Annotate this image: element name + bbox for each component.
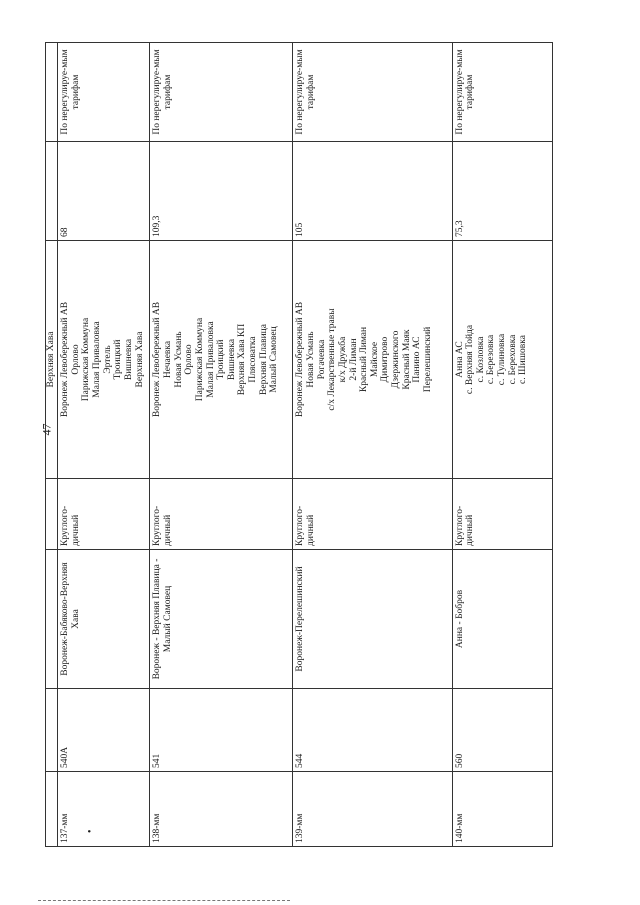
row-number-text: 139-мм [295, 813, 306, 843]
route-tariff-text: По нерегулируе-мым тарифам [295, 49, 317, 135]
row-number [452, 772, 552, 847]
page-number: 47 [39, 423, 54, 436]
stop-item: к/х Дружба [337, 336, 348, 383]
stop-item: Воронеж Левобережный АВ [60, 301, 71, 418]
row-number-text: 138-мм [152, 813, 163, 843]
stop-item: Верхняя Плавица [258, 324, 269, 395]
route-tariff [452, 43, 552, 142]
stop-item: с. Верхняя Тойда [465, 324, 476, 395]
route-length [452, 142, 552, 241]
stop-item: Новая Усмань [173, 331, 184, 388]
route-tariff-text: По нерегулируе-мым тарифам [454, 49, 476, 135]
stop-item: Парижская Коммуна [194, 317, 205, 402]
table-row [150, 43, 293, 847]
stop-item: с. Тулиновка [497, 333, 508, 386]
stop-item: Перелешинский [422, 326, 433, 393]
table-row [58, 43, 150, 847]
route-name-text: Воронеж-Перелешинский [295, 566, 306, 672]
row-number [293, 772, 452, 847]
stop-item: Малая Приваловка [205, 321, 216, 398]
route-type-text: Круглого-дичный [152, 505, 174, 546]
route-stops [293, 241, 452, 479]
table-header-row [46, 43, 58, 847]
stop-item: Вишневка [226, 338, 237, 381]
stop-item: Плясоватка [248, 336, 259, 383]
route-type-text: Круглого-дичный [295, 505, 317, 546]
route-tariff [293, 43, 452, 142]
route-type-text: Круглого-дичный [454, 505, 476, 546]
route-length-text: 105 [295, 222, 306, 237]
header-stop-cell: Верхняя Хава [46, 241, 58, 479]
row-number [58, 772, 150, 847]
route-tariff [150, 43, 293, 142]
route-type [58, 479, 150, 550]
row-mark: • [84, 829, 96, 833]
row-number-text: 140-мм [454, 813, 465, 843]
stop-item: Орлово [184, 344, 195, 375]
stop-item: Димитрово [380, 336, 391, 383]
stop-item: Эртель [102, 345, 113, 374]
route-number-text: 544 [295, 753, 306, 768]
stop-item: Красный Лиман [359, 326, 370, 393]
route-length [293, 142, 452, 241]
stop-item: Верхняя Хава [134, 331, 145, 388]
stop-item: с. Березовка [486, 334, 497, 385]
route-number [293, 689, 452, 772]
stop-item: Малый Самовец [269, 326, 280, 393]
route-tariff-text: По нерегулируе-мым тарифам [152, 49, 174, 135]
route-length-text: 75,3 [454, 220, 465, 237]
stop-item: с/х Лекарственные травы [327, 308, 338, 411]
row-number [150, 772, 293, 847]
route-number-text: 560 [454, 753, 465, 768]
route-name-text: Анна - Бобров [454, 589, 465, 649]
route-type [150, 479, 293, 550]
route-stops [452, 241, 552, 479]
route-name-text: Воронеж-Бабяково-Верхняя Хава [60, 562, 81, 676]
stop-item: Орлово [70, 344, 81, 375]
route-length-text: 68 [60, 227, 71, 237]
route-stops [58, 241, 150, 479]
stop-item: Рогачевка [316, 339, 327, 380]
stop-item: Новая Усмань [306, 331, 317, 388]
route-name-text: Воронеж - Верхняя Плавица - Малый Самовец [152, 558, 174, 680]
routes-table-rotated [45, 49, 553, 847]
footer-divider [38, 900, 290, 901]
stop-item: Вишневка [123, 338, 134, 381]
stop-item: Малая Приваловка [92, 321, 103, 398]
stop-item: 2-й Лиман [348, 338, 359, 381]
stop-item: Нечаевка [163, 340, 174, 379]
route-number-text: 541 [152, 753, 163, 768]
stop-item: Троицкий [113, 339, 124, 380]
stop-item: Парижская Коммуна [81, 317, 92, 402]
row-number-text: 137-мм [60, 813, 71, 843]
stop-item: Майское [369, 341, 380, 378]
stop-item: Дзержинского [391, 330, 402, 389]
route-tariff-text: По нерегулируе-мым тарифам [60, 49, 81, 135]
route-number [58, 689, 150, 772]
route-length [150, 142, 293, 241]
stop-item: с. Шишовка [518, 335, 529, 384]
stop-item: Верхняя Хава КП [237, 323, 248, 396]
route-name [293, 550, 452, 689]
table-row [452, 43, 552, 847]
route-name [452, 550, 552, 689]
routes-table [45, 42, 553, 847]
stop-item: Панино АС [412, 336, 423, 383]
stop-item: Анна АС [454, 341, 465, 378]
route-tariff [58, 43, 150, 142]
stop-item: Троицкий [216, 339, 227, 380]
route-number [150, 689, 293, 772]
route-length [58, 142, 150, 241]
route-stops [150, 241, 293, 479]
routes-table-wrapper [45, 49, 553, 847]
route-name [150, 550, 293, 689]
route-type [452, 479, 552, 550]
stop-item: с. Козловка [475, 336, 486, 383]
table-row [293, 43, 452, 847]
stop-item: Красный Маяк [401, 329, 412, 390]
stop-item: Воронеж Левобережный АВ [152, 301, 163, 418]
stop-item: Воронеж Левобережный АВ [295, 301, 306, 418]
route-number-text: 540А [60, 746, 71, 768]
route-type [293, 479, 452, 550]
route-length-text: 109,3 [152, 215, 163, 237]
stop-item: с. Береховка [507, 334, 518, 385]
route-number [452, 689, 552, 772]
route-name [58, 550, 150, 689]
route-type-text: Круглого-дичный [60, 505, 81, 546]
